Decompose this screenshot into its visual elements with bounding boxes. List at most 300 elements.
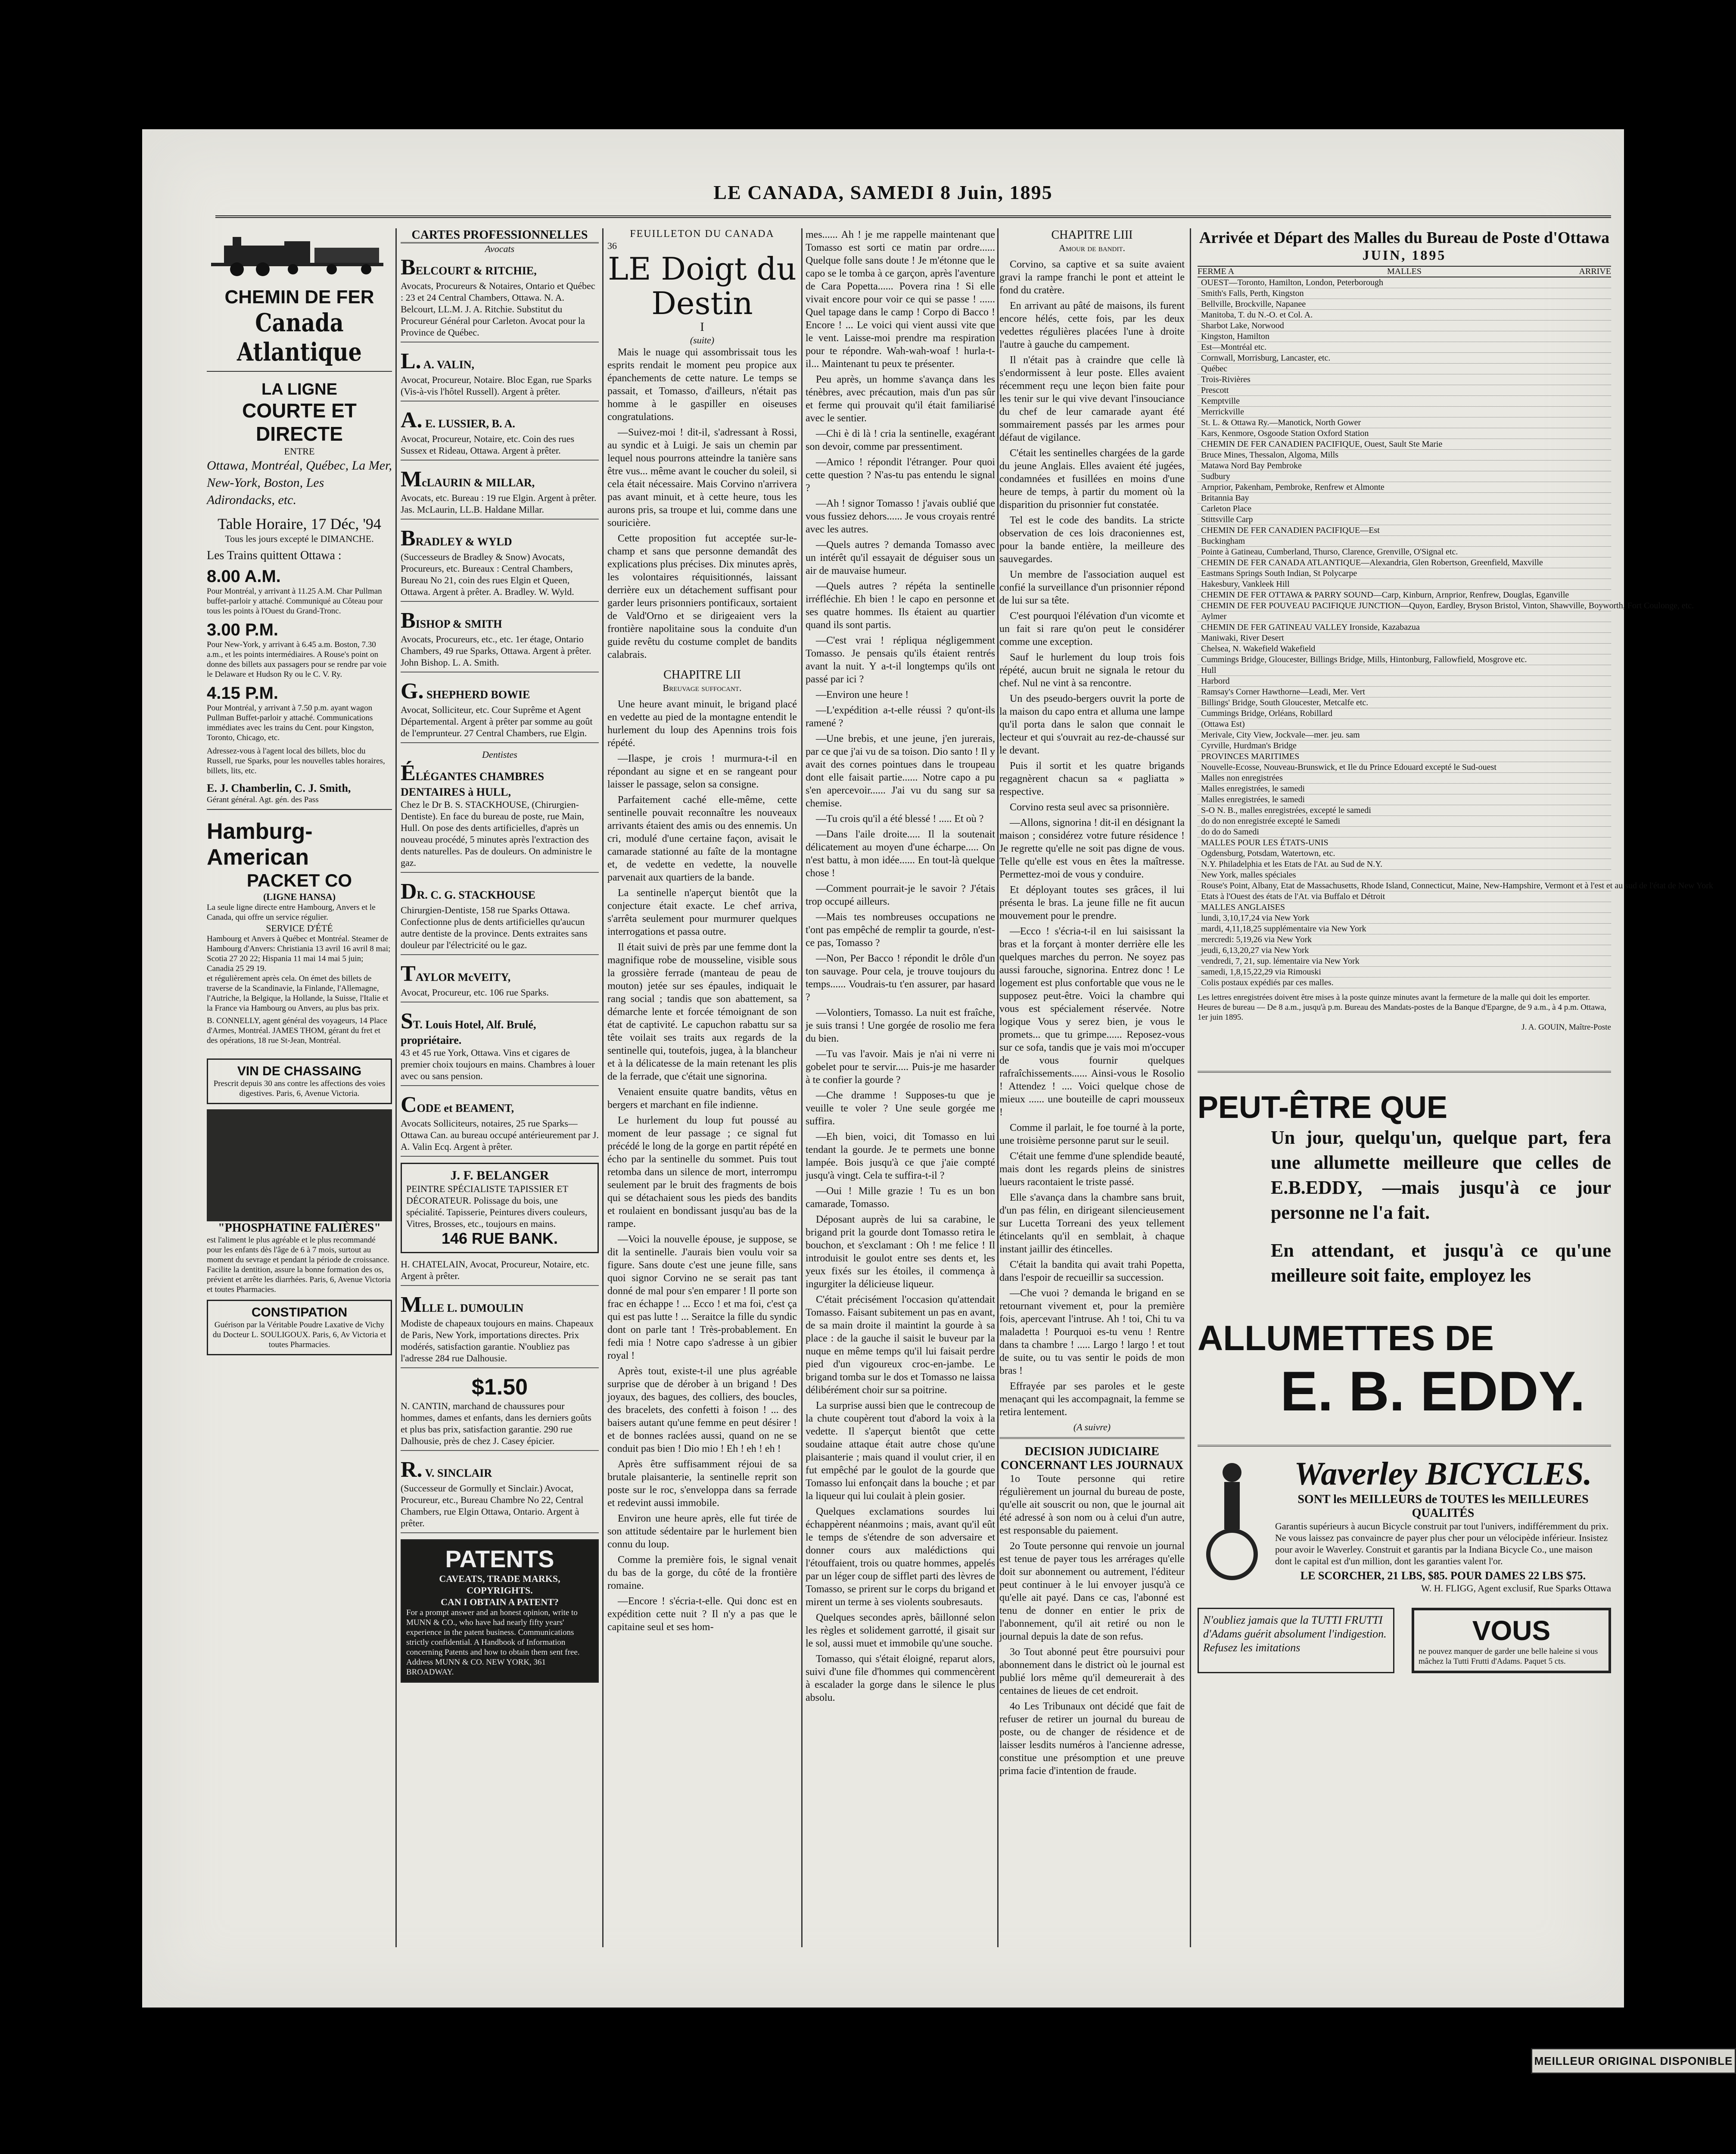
newspaper-page (142, 129, 1713, 2008)
mail-row-label: do do do Samedi (1201, 827, 1259, 837)
mail-row (1198, 288, 1611, 299)
mail-row-label: OUEST—Toronto, Hamilton, London, Peterborough (1201, 278, 1383, 287)
mail-row-label: Stittsville Carp (1201, 515, 1253, 524)
mail-row (1198, 374, 1611, 385)
mail-row (1198, 428, 1611, 439)
column-rule (395, 228, 397, 1947)
mail-row-label: Maniwaki, River Desert (1201, 633, 1284, 643)
paragraph: Cette proposition fut acceptée sur-le-champ et sans que personne demandât des explications plus précises. Dix minutes après, les volontaires réquisitionnés, laissant derrière eux un détachement suffisant pour garder leurs prisonniers pontificaux, sortaient de Vald'Orno et se dirigeaient vers la frontière napolitaine sous la conduite d'un guide revêtu du costume complet de bandits calabrais. (607, 533, 797, 660)
mail-row-label: CHEMIN DE FER CANADIEN PACIFIQUE—Est (1201, 526, 1380, 535)
waverley-ad (1198, 1445, 1611, 1594)
mail-row (1198, 450, 1611, 461)
mail-row (1198, 461, 1611, 471)
column-rule (997, 228, 999, 1947)
mail-row-label: Rouse's Point, Albany, Etat de Massachusetts, Rhode Island, Connecticut, Maine, New-Hampshire, Vermont et à l'est et au sud de l'état de New York (1201, 881, 1713, 890)
best-copy-stamp: MEILLEUR ORIGINAL DISPONIBLE (1531, 2048, 1736, 2074)
mail-row-label: Manitoba, T. du N.-O. et Col. A. (1201, 310, 1313, 320)
mail-row (1198, 504, 1611, 514)
mail-row-label: Ogdensburg, Potsdam, Watertown, etc. (1201, 849, 1335, 858)
mail-row (1198, 870, 1611, 881)
column-professional-cards (401, 228, 599, 1947)
chapter-sub: Amour de bandit. (1058, 243, 1126, 253)
paragraph: Il était suivi de près par une femme dont la magnifique robe de mousseline, visible sous la grossière ferrade (manteau de peau de mouton) jetée sur ses épaules, indiquait le rang social ; tandis que son abattement, sa démarche lente et forcée témoignant de son état de captivité. Le capuchon rabattu sur sa tête voilait ses traits aux regards de la sentinelle qui, toutefois, jugea, à la blancheur et à la délicatesse de la main retenant les plis de la ferrade, que c'était une signorina. (607, 942, 797, 1082)
eddy-brand-1: ALLUMETTES DE (1198, 1319, 1494, 1358)
signers: E. J. Chamberlin, C. J. Smith, (207, 782, 351, 794)
mail-row-label: Québec (1201, 364, 1228, 374)
mail-row (1198, 396, 1611, 407)
chapter-heading: CHAPITRE LIII (1051, 228, 1133, 242)
card-dent-hull: ÉLÉGANTES CHAMBRES DENTAIRES à HULL, Chez le Dr B. S. STACKHOUSE, (Chirurgien-Dentiste). En face du bureau de poste, rue Main, Hull. On pose des dents artificielles, d'après un nouveau procédé, 5 minutes après l'extraction des dents naturelles. Pas de douleurs. On administre le gaz. (401, 760, 599, 873)
train-time-1: 8.00 A.M. (207, 567, 281, 586)
mail-row-label: Bruce Mines, Thessalon, Algoma, Mills (1201, 450, 1339, 460)
mail-row (1198, 557, 1611, 568)
mail-row (1198, 482, 1611, 493)
masthead-title: LE CANADA, SAMEDI 8 Juin, 1895 (713, 181, 1053, 203)
mail-row-label: Kingston, Hamilton (1201, 332, 1269, 341)
eddy-ad-p2: En attendant, et jusqu'à ce qu'une meilleure soit faite, employez les (1271, 1240, 1611, 1286)
mail-row-label: Aylmer (1201, 612, 1227, 621)
mail-row-label: Matawa Nord Bay Pembroke (1201, 461, 1302, 470)
waverley-tag: SONT les MEILLEURS de TOUTES les MEILLEURES QUALITÉS (1297, 1493, 1589, 1520)
phos-desc: est l'aliment le plus agréable et le plus recommandé pour les enfants dès l'âge de 6 à 7 mois, surtout au moment du sevrage et pendant la période de croissance. Facilite la dentition, assure la bonne formation des os, prévient et arrête les diarrhées. Paris, 6, Avenue Victoria et toutes Pharmacies. (207, 1236, 391, 1294)
cyclist-icon (1198, 1455, 1266, 1584)
paragraph: Le hurlement du loup fut poussé au moment de leur passage ; ce signal fut précédé le long de la gorge en partit répété en écho par la sentinelle du sommet. Puis tout retomba dans un silence de mort, interrompu seulement par le bruit des fragments de bois qui se détachaient sous les pieds des bandits et roulaient en bondissant jusqu'au bas de la rampe. (607, 1115, 797, 1230)
mail-row-label: Malles non enregistrées (1201, 773, 1283, 783)
card-sinclair: R. V. SINCLAIR (Successeur de Gormully et Sinclair.) Avocat, Procureur, etc., Bureau Chambre No 22, Central Chambers, rue Elgin Ottawa, Ontario. Argent à prêter. (401, 1457, 599, 1533)
mail-row (1198, 536, 1611, 547)
dentistes-heading: Dentistes (482, 749, 517, 760)
mail-row (1198, 719, 1611, 730)
mail-row (1198, 902, 1611, 913)
paragraph: Il n'était pas à craindre que celle là s'endormissent à leur poste. Elles avaient récemment reçu une leçon bien faite pour les tenir sur le qui vive devant l'insouciance du chef de leur camarade ayant été sommairement passés par les armes pour défaut de vigilance. (999, 355, 1185, 443)
mail-row-label: Sudbury (1201, 472, 1230, 481)
paragraph: 4o Les Tribunaux ont décidé que fait de refuser de retirer un journal du bureau de poste, ou de changer de résidence et de laisser lesdits numéros à l'ancienne adresse, constitue une présomption et une preuve prima facie d'intention de fraude. (999, 1701, 1185, 1777)
mail-row-label: Ramsay's Corner Hawthorne—Leadi, Mer. Vert (1201, 687, 1365, 697)
phosphatine-illustration (207, 1109, 392, 1221)
mail-row (1198, 891, 1611, 902)
mail-row-label: Billings' Bridge, South Gloucester, Metcalfe etc. (1201, 698, 1369, 707)
card-bishop: BISHOP & SMITH Avocats, Procureurs, etc., etc. 1er étage, Ontario Chambers, 49 rue Sparks, Ottawa. Argent à prêter. John Bishop. L. A. Smith. (401, 608, 599, 672)
to-be-continued: (A suivre) (1073, 1422, 1111, 1432)
belanger-ad: J. F. BELANGER PEINTRE SPÉCIALISTE TAPISSIER ET DÉCORATEUR. Polissage du bois, une spécialité. Tapisserie, Peintures divers couleurs, Vitres, Brosses, etc., toujours en mains. 146 RUE BANK. (401, 1163, 599, 1253)
mail-row (1198, 773, 1611, 784)
mail-row (1198, 762, 1611, 773)
mail-row (1198, 514, 1611, 525)
vin-desc: Prescrit depuis 30 ans contre les affections des voies digestives. Paris, 6, Avenue Victoria. (213, 1079, 386, 1098)
paragraph: mes...... Ah ! je me rappelle maintenant que Tomasso est sorti ce matin par ordre...... Quelque folle sans doute ! Je m'étonne que le capo se le tomba à ce garçon, après l'aventure de Cara Popetta...... Povera rina ! Si elle vivait encore pour voir ce qui se passe ! ...... Quel tapage dans le camp ! Corpo di Bacco ! Encore ! ... Le voici qui vient aussi vite que le vent. Laisse-moi prendre ma respiration pour te répondre. Wah-wah-woaf ! hurla-t-il... Maintenant tu peux te présenter. (806, 229, 995, 370)
paragraph: 1o Toute personne qui retire régulièrement un journal du bureau de poste, qu'elle ait souscrit ou non, que le journal ait été adressé à son nom ou à celui d'un autre, est responsable du paiement. (999, 1473, 1185, 1536)
paragraph: C'était une femme d'une splendide beauté, mais dont les regards pleins de sinistres lueurs racontaient le triste passé. (999, 1151, 1185, 1188)
mail-row-label: do do non enregistrée excepté le Samedi (1201, 816, 1341, 826)
paragraph: —L'expédition a-t-elle réussi ? qu'ont-ils ramené ? (806, 705, 995, 729)
mail-row-label: Prescott (1201, 386, 1229, 395)
vin-title: VIN DE CHASSAING (237, 1064, 362, 1078)
line-label: LA LIGNE (261, 380, 337, 398)
train-desc-3: Pour Montréal, y arrivant à 7.50 p.m. ayant wagon Pullman Buffet-parloir y attaché. Communications immédiates avec les trains du Cent. pour Kingston, Toronto, Chicago, etc. (207, 703, 374, 742)
const-title: CONSTIPATION (251, 1305, 348, 1320)
mail-row-label: Nouvelle-Ecosse, Nouveau-Brunswick, et Ile du Prince Edouard excepté le Sud-ouest (1201, 763, 1496, 772)
mail-row (1198, 633, 1611, 644)
eddy-ad-p1: Un jour, quelqu'un, quelque part, fera une allumette meilleure que celles de E.B.EDDY, —mais jusqu'à ce jour personne ne l'a fait. (1271, 1127, 1611, 1223)
mail-row (1198, 407, 1611, 417)
feuilleton-heading: FEUILLETON DU CANADA (630, 228, 775, 240)
mail-row (1198, 439, 1611, 450)
paragraph: —Ah ! signor Tomasso ! j'avais oublié que vous fussiez dehors...... Je vous croyais rentré avec les autres. (806, 498, 995, 535)
card-stackhouse: DR. C. G. STACKHOUSE Chirurgien-Dentiste, 158 rue Sparks Ottawa. Confectionne plus de dents artificielles qu'aucun autre dentiste de la province. Dents extraites sans douleur par l'électricité ou le gaz. (401, 879, 599, 955)
hamburg-more: et régulièrement après cela. On émet des billets de traverse de la Scandinavie, la Finlande, l'Allemagne, l'Autriche, la Belgique, la Hollande, la Suisse, l'Italie et la France via Hambourg ou Anvers, au plus bas prix. (207, 974, 389, 1013)
avocats-heading: Avocats (485, 243, 515, 254)
mail-row (1198, 417, 1611, 428)
rail-name: Canada Atlantique (237, 308, 362, 367)
paragraph: Peu après, un homme s'avança dans les ténèbres, avec précaution, mais d'un pas sûr et ferme qui prouvait qu'il était familiarisé avec le sentier. (806, 374, 995, 424)
mail-row (1198, 342, 1611, 353)
waverley-desc: Garantis supérieurs à aucun Bicycle construit par tout l'univers, indifféremment du prix. Ne vous laissez pas convaincre de payer plus cher pour un vélocipède inférieur. Insistez pour avoir le Waverley. Construit et garantis par la Indiana Bicycle Co., une maison dont le capital est d'un million, dont les garanties valent l'or. (1275, 1521, 1608, 1566)
paragraph: —Che dramme ! Supposes-tu que je veuille te voler ? Une seule gorgée me suffira. (806, 1090, 995, 1127)
paragraph: —Allons, signorina ! dit-il en désignant la maison ; considérez votre future résidence ! Je regrette qu'elle ne soit pas digne de vous. Telle qu'elle est vous en êtes la maîtresse. Permettez-moi de vous y conduire. (999, 817, 1185, 880)
mail-row (1198, 622, 1611, 633)
train-time-3: 4.15 P.M. (207, 684, 279, 703)
episode-number: 36 (607, 240, 617, 251)
paragraph: Un des pseudo-bergers ouvrit la porte de la maison du capo entra et alluma une lampe qu'il porta dans le salon que connait le lecteur et qui s'ouvrait au rez-de-chaussé sur le devant. (999, 693, 1185, 756)
mail-row-label: Sharbot Lake, Norwood (1201, 321, 1284, 330)
mail-row (1198, 277, 1611, 288)
paragraph: —Suivez-moi ! dit-il, s'adressant à Rossi, au syndic et à Luigi. Je sais un chemin par lequel nous pourrons atteindre la tanière sans être vus... même avant le coucher du soleil, si cela était nécessaire. Mais Corvino n'arrivera pas avant minuit, et à cette heure, tous les aurons pris, sa troupe et lui, comme dans une souricière. (607, 427, 797, 529)
mail-row (1198, 687, 1611, 697)
mail-row (1198, 837, 1611, 848)
story-suite: (suite) (690, 335, 715, 346)
mail-row-label: Smith's Falls, Perth, Kingston (1201, 289, 1304, 298)
mail-row (1198, 579, 1611, 590)
mail-row (1198, 353, 1611, 364)
column-rule (602, 228, 604, 1947)
train-desc-1: Pour Montréal, y arrivant à 11.25 A.M. Char Pullman buffet-parloir y attaché. Communiqué au Côteau pour tous les points à l'Ouest du Grand-Tronc. (207, 587, 383, 616)
mail-row (1198, 708, 1611, 719)
paragraph: —Amico ! répondit l'étranger. Pour quoi cette question ? N'as-tu pas entendu le signal ? (806, 457, 995, 494)
train-desc-2: Pour New-York, y arrivant à 6.45 a.m. Boston, 7.30 a.m., et les points intermédiaires. A Rouse's point on donne des billets aux passagers pour se rendre par voie le Delaware et Hudson Ry ou le C. V. Ry. (207, 640, 387, 679)
waverley-title: Waverley BICYCLES. (1294, 1456, 1592, 1492)
paragraph: —Ilaspe, je crois ! murmura-t-il en répondant au signe et en se rangeant pour laisser le passage, selon sa consigne. (607, 753, 797, 790)
mail-row (1198, 654, 1611, 665)
paragraph: Comme il parlait, le foe tourné à la porte, une troisième personne parut sur le seuil. (999, 1122, 1185, 1146)
column-story-continued (806, 228, 995, 1947)
hamburg-desc: La seule ligne directe entre Hambourg, Anvers et le Canada, qui offre un service régulier. (207, 903, 376, 922)
paragraph: Corvino, sa captive et sa suite avaient gravi la rampe franchi le pont et atteint le fond du cratère. (999, 259, 1185, 296)
chapter-sub: Breuvage suffocant. (663, 682, 742, 693)
mail-row-label: samedi, 1,8,15,22,29 via Rimouski (1201, 967, 1321, 977)
mail-row-label: N.Y. Philadelphia et les Etats de l'At. au Sud de N.Y. (1201, 859, 1383, 869)
mail-row-label: Eastmans Springs South Indian, St Polycarpe (1201, 569, 1357, 578)
mail-row-label: Buckingham (1201, 536, 1245, 546)
paragraph: —Comment pourrait-je le savoir ? J'étais trop occupé ailleurs. (806, 883, 995, 907)
train-time-2: 3.00 P.M. (207, 620, 279, 639)
constipation-ad (207, 1300, 392, 1355)
mail-row-label: Merrickville (1201, 407, 1244, 417)
tutti-frutti-ads (1198, 1603, 1611, 1678)
card-chatelain: H. CHATELAIN, Avocat, Procureur, Notaire, etc. Argent à prêter. (401, 1258, 599, 1286)
paragraph: —Eh bien, voici, dit Tomasso en lui tendant la gourde. Je te permets une bonne lampée. Bois jusqu'à ce que j'aie compté jusqu'à vingt. Cela te suffira-t-il ? (806, 1131, 995, 1181)
paragraph: Elle s'avança dans la chambre sans bruit, d'un pas félin, en dirigeant silencieusement sur Lucetta Torreani des yeux tellement étincelants qu'il en semblait, à chaque instant jaillir des étincelles. (999, 1192, 1185, 1255)
mail-row-label: Est—Montréal etc. (1201, 342, 1267, 352)
paragraph: —Tu crois qu'il a été blessé ! ..... Et où ? (816, 813, 984, 825)
mail-row-label: mercredi: 5,19,26 via New York (1201, 935, 1312, 944)
paragraph: C'était la bandita qui avait trahi Popetta, dans l'espoir de recueillir sa succession. (999, 1259, 1185, 1283)
mail-row-label: Chelsea, N. Wakefield Wakefield (1201, 644, 1316, 654)
mail-row-label: CHEMIN DE FER POUVEAU PACIFIQUE JUNCTION—Quyon, Eardley, Bryson Bristol, Vinton, Shawville, Boyworth, Fort Coulonge, etc. (1201, 601, 1694, 610)
paragraph: —Ecco ! s'écria-t-il en lui saisissant la bras et la forçant à monter derrière elle les quelques marches du perron. Ne soyez pas aussi farouche, signorina. Entrez donc ! Le logement est plus confortable que vous ne le supposez peut-être. Voici la chambre qui vous est spécialement réservée. Notre logique Vous y serez bien, je vous le promets... que tu grimpe...... Reposez-vous sur ce sofa, tandis que je vais moi m'occuper de vous fournir quelques rafraîchissements...... Ainsi-vous le Rosolio ! Attendez ! .... Voici quelque chose de mieux ...... une bouteille de capri mousseux ! (999, 926, 1185, 1118)
mail-row (1198, 977, 1611, 988)
mail-row (1198, 665, 1611, 676)
paragraph: —Voici la nouvelle épouse, je suppose, se dit la sentinelle. J'aurais bien voulu voir sa figure. Sans doute c'est une jeune fille, sans quoi signor Corvino ne se serait pas tant donné de mal pour s'en emparer ! Il porte son frac en échappe ! ... Ecco ! et ma foi, c'est ça qui est pas lutte ! ... Seraitce la fille du syndic dont on parle tant ! Très-probablement. En fedi mia ! Notre capo s'adresse à un gibier royal ! (607, 1234, 797, 1361)
paragraph: Puis il sortit et les quatre brigands regagnèrent chacun sa « pagliatta » respective. (999, 760, 1185, 797)
mail-row-label: MALLES POUR LES ÉTATS-UNIS (1201, 838, 1328, 847)
mail-row (1198, 794, 1611, 805)
mail-row (1198, 471, 1611, 482)
patents-ad: PATENTS CAVEATS, TRADE MARKS, COPYRIGHTS. CAN I OBTAIN A PATENT? For a prompt answer and an honest opinion, write to MUNN & CO., who have had nearly fifty years' experience in the patent business. Communications strictly confidential. A Handbook of Information concerning Patents and how to obtain them sent free. Address MUNN & CO. NEW YORK, 361 BROADWAY. (401, 1539, 599, 1683)
ligne-hansa: (LIGNE HANSA) (263, 891, 336, 902)
mail-row-label: Malles enregistrées, le samedi (1201, 784, 1305, 794)
paragraph: —Environ une heure ! (816, 689, 909, 700)
card-bradley: BRADLEY & WYLD (Successeurs de Bradley & Snow) Avocats, Procureurs, etc. Bureaux : Central Chambers, Bureau No 21, coin des rues Elgin et Queen, Ottawa. Argent à prêter. A. Bradley. W. Wyld. (401, 526, 599, 602)
paragraph: Déposant auprès de lui sa carabine, le brigand prit la gourde dont Tomasso retira le bouchon, et s'exclamant : Oh ! me felice ! Il introduisit le goulot entre ses dents et, les yeux fixés sur les étoiles, il commença à ingurgiter la délicieuse liqueur. (806, 1214, 995, 1290)
paragraph: —Chi è di là ! cria la sentinelle, exagérant son devoir, comme par pressentiment. (806, 428, 995, 452)
mail-row-label: CHEMIN DE FER CANADA ATLANTIQUE—Alexandria, Glen Robertson, Greenfield, Maxville (1201, 558, 1543, 567)
mail-row (1198, 547, 1611, 557)
paragraph: —Mais tes nombreuses occupations ne t'ont pas empêché de remplir ta gourde, n'est-ce pas, Tomasso ? (806, 912, 995, 949)
packet-title: PACKET CO (246, 870, 352, 890)
vous-ad: VOUS ne pouvez manquer de garder une belle haleine si vous mâchez la Tutti Frutti d'Adams. Paquet 5 cts. (1412, 1608, 1611, 1673)
paragraph: 3o Tout abonné peut être poursuivi pour abonnement dans le district où le journal est publié lors même qu'il demeurerait à des centaines de lieues de cet endroit. (999, 1647, 1185, 1696)
mail-row (1198, 730, 1611, 741)
rail-title: CHEMIN DE FER (224, 286, 374, 308)
masthead-rule (215, 215, 1611, 218)
price-label: $1.50 (471, 1375, 528, 1400)
mail-row (1198, 590, 1611, 601)
paragraph: Parfaitement caché elle-même, cette sentinelle pouvait reconnaître les nouveaux arrivants étaient des amis ou des ennemis. Un cri, modulé d'une certaine façon, avisait le camarade stationné au faîte de la montagne et, de vedette en vedette, la nouvelle parvenait aux quartiers de la bande. (607, 794, 797, 883)
paragraph: Venaient ensuite quatre bandits, vêtus en bergers et marchant en file indienne. (607, 1086, 797, 1111)
eddy-ad (1198, 1071, 1611, 1423)
mail-row-label: Trois-Rivières (1201, 375, 1251, 384)
paragraph: C'était précisément l'occasion qu'attendait Tomasso. Faisant subitement un pas en avant, de sa main droite il maintint la gourde à sa place : de la gauche il saisit le buveur par la nuque en même temps qu'il lui faisait perdre pied d'un vigoureux croc-en-jambe. Le brigand tomba sur le dos et Tomasso ne laissa délibérément choir sur sa poitrine. (806, 1294, 995, 1396)
mail-row-label: Etats à l'Ouest des états de l'At. via Buffalo et Détroit (1201, 892, 1385, 901)
mail-row-label: MALLES ANGLAISES (1201, 903, 1285, 912)
paragraph: —Non, Per Bacco ! répondit le drôle d'un ton sauvage. Pour cela, je trouve toujours du temps...... Voudrais-tu t'en assurer, par hasard ? (806, 953, 995, 1003)
paragraph: —Volontiers, Tomasso. La nuit est fraîche, je suis transi ! Une gorgée de rosolio me fera du bien. (806, 1007, 995, 1044)
paragraph: La sentinelle n'aperçut bientôt que la conjecture était exacte. Le chef arriva, s'arrêta seulement pour murmurer quelques interrogations et passa outre. (607, 887, 797, 937)
mail-row (1198, 924, 1611, 934)
mail-row-label: vendredi, 7, 21, sup. lémentaire via New York (1201, 956, 1360, 966)
mail-row-label: S-O N. B., malles enregistrées, excepté le samedi (1201, 806, 1371, 815)
locomotive-icon (207, 233, 388, 280)
paragraph: Quelques secondes après, bâillonné selon les règles et solidement garrotté, il gisait sur le sol, aussi muet et immobile qu'une souche. (806, 1612, 995, 1649)
mail-row-label: CHEMIN DE FER GATINEAU VALLEY Ironside, Kazabazua (1201, 623, 1420, 632)
eddy-ad-title: PEUT-ÊTRE QUE (1198, 1090, 1448, 1125)
paragraph: —Encore ! s'écria-t-elle. Qui donc est en expédition cette nuit ? Il n'y a pas que le capitaine seul et ses hom- (607, 1596, 797, 1633)
mail-row (1198, 321, 1611, 331)
mail-row (1198, 751, 1611, 762)
mail-row-label: Colis postaux expédiés par ces malles. (1201, 978, 1334, 987)
mail-row-label: CHEMIN DE FER CANADIEN PACIFIQUE, Ouest, Sault Ste Marie (1201, 439, 1443, 449)
mail-row (1198, 967, 1611, 977)
mail-row (1198, 913, 1611, 924)
mail-row (1198, 848, 1611, 859)
mail-row (1198, 741, 1611, 751)
tutti-ad: N'oubliez jamais que la TUTTI FRUTTI d'Adams guérit absolument l'indigestion. Refusez les imitations (1198, 1608, 1394, 1673)
paragraph: C'était les sentinelles chargées de la garde du jeune Anglais. Elles avaient été jugées, condamnées et fusillées en moins d'une heure de temps, à partir du moment où la disparition du prisonnier fut constatée. (999, 448, 1185, 510)
mail-row (1198, 945, 1611, 956)
decision-heading: DECISION JUDICIAIRE CONCERNANT LES JOURNAUX (1000, 1445, 1184, 1472)
mail-row-label: Hakesbury, Vankleek Hill (1201, 579, 1290, 589)
mail-row (1198, 493, 1611, 504)
mail-row-label: Harbord (1201, 676, 1230, 686)
card-dumoulin: MLLE L. DUMOULIN Modiste de chapeaux toujours en mains. Chapeaux de Paris, New York, importations directes. Prix modérés, satisfaction garantie. N'oubliez pas l'adresse 284 rue Dalhousie. (401, 1292, 599, 1368)
column-story-chapter-53 (999, 228, 1185, 1947)
mail-row-label: mardi, 4,11,18,25 supplémentaire via New York (1201, 924, 1366, 934)
train-note: Adressez-vous à l'agent local des billets, bloc du Russell, rue Sparks, pour les nouvelles tables horaires, billets, lits, etc. (207, 747, 385, 775)
mail-note: Les lettres enregistrées doivent être mises à la poste quinze minutes avant la fermeture de la malle qui doit les emporter. Heures de bureau — De 8 a.m., jusqu'à p.m. Bureau des Mandats-postes de la Banque d'Epargne, de 9 a.m., à 4 p.m. Ottawa, 1er juin 1895. (1198, 993, 1606, 1022)
story-part: I (700, 321, 704, 334)
mail-row (1198, 364, 1611, 374)
paragraph: —Oui ! Mille grazie ! Tu es un bon camarade, Tomasso. (806, 1186, 995, 1210)
mail-row-label: Malles enregistrées, le samedi (1201, 795, 1305, 804)
column-feuilleton (607, 228, 797, 1947)
mail-date: JUIN, 1895 (1362, 247, 1447, 263)
mail-row-label: New York, malles spéciales (1201, 870, 1296, 880)
hamburg-title: Hamburg-American (207, 819, 313, 870)
service-desc: Hambourg et Anvers à Québec et Montréal. Steamer de Hambourg d'Anvers: Christiania 13 avril 16 avril 8 mai; Scotia 27 20 22; Hispania 11 mai 14 mai 5 juin; Canadia 25 29 19. (207, 934, 391, 973)
mail-row (1198, 676, 1611, 687)
mail-row (1198, 385, 1611, 396)
card-belcourt: BELCOURT & RITCHIE, Avocats, Procureurs & Notaires, Ontario et Québec : 23 et 24 Central Chambers, Ottawa. N. A. Belcourt, LL.M. J. A. Ritchie. Substitut du Procureur Général pour Carleton. Avocat pour la Province de Québec. (401, 255, 599, 342)
card-bowie: G. SHEPHERD BOWIE Avocat, Solliciteur, etc. Cour Suprême et Agent Départemental. Argent à prêter par somme au goût de l'emprunteur. 27 Central Chambers, rue Elgin. (401, 679, 599, 743)
mail-row (1198, 310, 1611, 321)
signers-roles: Gérant général. Agt. gén. des Pass (207, 795, 319, 804)
mail-row (1198, 956, 1611, 967)
mail-row-label: Kars, Kenmore, Osgoode Station Oxford Station (1201, 429, 1369, 438)
mail-row-label: Cummings Bridge, Orléans, Robillard (1201, 709, 1332, 718)
paragraph: —C'est vrai ! répliqua négligemment Tomasso. Je pensais qu'ils étaient rentrés avant la nuit. Y a-t-il longtemps qu'ils ont passé par ici ? (806, 635, 995, 685)
postmaster: J. A. GOUIN, Maître-Poste (1521, 1023, 1611, 1032)
paragraph: —Dans l'aile droite..... Il la soutenait délicatement au moyen d'une écharpe..... On n'est battu, à mon idée...... En tout-là quelque chose ! (806, 829, 995, 879)
mail-row-label: Cyrville, Hurdman's Bridge (1201, 741, 1297, 750)
paragraph: —Quels autres ? répéta la sentinelle irréfléchie. Eh bien ! le capo en personne et ses quatre hommes. Ils étaient au quartier quand ils sont partis. (806, 581, 995, 631)
paragraph: Une heure avant minuit, le brigand placé en vedette au pied de la montagne entendit le hurlement du loup des Apennins trois fois répété. (607, 699, 797, 749)
paragraph: Sauf le hurlement du loup trois fois répété, aucun bruit ne signala le retour du chef. Nul ne vint à sa rencontre. (999, 652, 1185, 689)
mail-row-label: (Ottawa Est) (1201, 719, 1245, 729)
phos-title: "PHOSPHATINE FALIÈRES" (218, 1221, 381, 1235)
between-label: ENTRE (284, 446, 315, 457)
waverley-agent: W. H. FLIGG, Agent exclusif, Rue Sparks Ottawa (1421, 1583, 1611, 1594)
story-title: LE Doigt du Destin (608, 251, 796, 321)
paragraph: —Tu vas l'avoir. Mais je n'ai ni verre ni gobelet pour te servir..... Puis-je me hasarder à te confier la gourde ? (806, 1049, 995, 1086)
paragraph: Corvino resta seul avec sa prisonnière. (1010, 802, 1170, 813)
mail-table (1198, 277, 1713, 988)
paragraph: Comme la première fois, le signal venait du bas de la gorge, du côté de la frontière romaine. (607, 1554, 797, 1591)
mail-row-label: CHEMIN DE FER OTTAWA & PARRY SOUND—Carp, Kinburn, Arnprior, Renfrew, Douglas, Eganville (1201, 590, 1569, 600)
mail-row (1198, 816, 1611, 827)
mail-row (1198, 859, 1611, 870)
paragraph: Après tout, existe-t-il une plus agréable surprise que de dérober à un brigand ! Des joyaux, des bagues, des colliers, des boucles, des bracelets, des confetti à foison ! ... des baisers autant qu'une femme en peut désirer ! et de bonnes raclées aussi, quand on ne se conduit pas bien ! Dio mio ! Eh ! eh ! eh ! (607, 1366, 797, 1454)
card-mclaurin: McLAURIN & MILLAR, Avocats, etc. Bureau : 19 rue Elgin. Argent à prêter. Jas. McLaurin, LL.B. Haldane Millar. (401, 467, 599, 520)
paragraph: En arrivant au pâté de maisons, ils furent encore hélés, cette fois, par les deux vedettes régulières placées l'une à droite l'autre à gauche du campement. (999, 300, 1185, 350)
mail-row-label: Bellville, Brockville, Napanee (1201, 299, 1306, 309)
column-rule (801, 228, 803, 1947)
card-valin: L. A. VALIN, Avocat, Procureur, Notaire. Bloc Egan, rue Sparks (Vis-à-vis l'hôtel Russell). Argent à prêter. (401, 349, 599, 402)
card-code-beament: CODE et BEAMENT, Avocats Solliciteurs, notaires, 25 rue Sparks—Ottawa Can. au bureau occupé antérieurement par J. A. Valin Ecq. Argent à prêter. (401, 1092, 599, 1157)
column-ads-left (207, 228, 392, 1947)
mail-row-label: St. L. & Ottawa Ry.—Manotick, North Gower (1201, 418, 1361, 427)
paragraph: —Quels autres ? demanda Tomasso avec un intérêt qu'il essayait de déguiser sous un air de mauvaise humeur. (806, 539, 995, 576)
mail-row (1198, 934, 1611, 945)
paragraph: Après être suffisamment réjoui de sa brutale plaisanterie, la sentinelle reprit son poste sur le roc, s'enveloppa dans sa ferrade et redevint aussi immobile. (607, 1459, 797, 1509)
schedule-title: Table Horaire, 17 Déc, '94 (218, 515, 381, 532)
mail-row-label: Arnprior, Pakenham, Pembroke, Renfrew et Almonte (1201, 482, 1384, 492)
cards-heading: CARTES PROFESSIONNELLES (401, 228, 599, 243)
mail-row-label: Merivale, City View, Jockvale—mer. jeu. sam (1201, 730, 1360, 740)
card-st-louis-hotel: ST. Louis Hotel, Alf. Brulé, propriétaire. 43 et 45 rue York, Ottawa. Vins et cigares de premier choix toujours en mains. Chambres à louer avec ou sans pension. (401, 1009, 599, 1086)
paragraph: Quelques exclamations sourdes lui échappèrent néanmoins ; mais, avant qu'il eût le temps de s'étendre de son adversaire et donner cours aux malédictions qui l'étouffaient, trois ou quatre hommes, appelés par un léger coup de sifflet parti des lèvres de Tomasso, se prirent sur le corps du brigand et mirent un terme à ses violents soubresauts. (806, 1506, 995, 1608)
paragraph: La surprise aussi bien que le contrecoup de la chute coupèrent tout d'abord la voix à la vedette. Il s'aperçut bientôt que cette soudaine attaque était autre chose qu'une plaisanterie ; mais quand il voulut crier, il en fut empêché par le goulot de la gourde que Tomasso lui enfonçait dans la bouche ; et par la liqueur qui lui coulait à plein gosier. (806, 1400, 995, 1502)
const-desc: Guérison par la Véritable Poudre Laxative de Vichy du Docteur L. SOULIGOUX. Paris, 6, Av Victoria et toutes Pharmacies. (212, 1320, 386, 1349)
mail-row (1198, 881, 1713, 891)
waverley-price: LE SCORCHER, 21 LBS, $85. POUR DAMES 22 LBS $75. (1300, 1569, 1586, 1582)
paragraph: Et déployant toutes ses grâces, il lui présenta le bras. La jeune fille ne fit aucun mouvement pour le prendre. (999, 884, 1185, 921)
mail-row (1198, 331, 1611, 342)
eddy-brand-2: E. B. EDDY. (1280, 1360, 1585, 1423)
paragraph: Un membre de l'association auquel est confié la surveillance d'un prisonnier répond de lui sur sa tête. (999, 569, 1185, 606)
schedule-note: Tous les jours excepté le DIMANCHE. (225, 533, 374, 544)
hamburg-agents: B. CONNELLY, agent général des voyageurs, 14 Place d'Armes, Montréal. JAMES THOM, gérant du fret et des opérations, 18 rue St-Jean, Montréal. (207, 1016, 387, 1045)
cities-list: Ottawa, Montréal, Québec, La Mer, New-York, Boston, Les Adirondacks, etc. (207, 458, 392, 507)
paragraph: Tomasso, qui s'était éloigné, reparut alors, suivi d'une file d'hommes qui commencèrent à escalader la gorge dans le silence le plus absolu. (806, 1653, 995, 1703)
mail-title: Arrivée et Départ des Malles du Bureau de Poste d'Ottawa (1199, 229, 1610, 247)
trains-leave: Les Trains quittent Ottawa : (207, 549, 342, 562)
mail-row (1198, 299, 1611, 310)
paragraph: C'est pourquoi l'élévation d'un vicomte et un fait si rare qu'on peut le considérer comme une exception. (999, 610, 1185, 647)
chapter-heading: CHAPITRE LII (663, 668, 741, 682)
mail-row (1198, 568, 1611, 579)
card-lussier: A. E. LUSSIER, B. A. Avocat, Procureur, Notaire, etc. Coin des rues Sussex et Rideau, Ottawa. Argent à prêter. (401, 408, 599, 461)
mail-row-label: Hull (1201, 666, 1216, 675)
mail-row-label: lundi, 3,10,17,24 via New York (1201, 913, 1310, 923)
paragraph: Effrayée par ses paroles et le geste menaçant qui les accompagnait, la femme se retira lentement. (999, 1381, 1185, 1418)
paragraph: Tel est le code des bandits. La stricte observation de ces lois draconiennes est, pour la bande entière, la meilleure des sauvegardes. (999, 515, 1185, 565)
mail-row (1198, 601, 1694, 611)
vin-ad (207, 1058, 392, 1104)
column-mail-and-ads (1198, 228, 1713, 1947)
card-mcveity: TAYLOR McVEITY, Avocat, Procureur, etc. 106 rue Sparks. (401, 961, 599, 1002)
mail-row-label: Cummings Bridge, Gloucester, Billings Bridge, Mills, Hintonburg, Fallowfield, Mosgrove etc. (1201, 655, 1527, 664)
mail-row (1198, 644, 1611, 654)
mail-row (1198, 784, 1611, 794)
paragraph: —Che vuoi ? demanda le brigand en se retournant vivement et, pour la première fois, apercevant l'intruse. Ah ! toi, Chi tu va maladetta ! Pourquoi es-tu venu ! Rentre dans ta chambre ! ..... Largo ! largo ! et tout de suite, ou tu vas sentir le poids de mon bras ! (999, 1288, 1185, 1376)
mail-row-label: jeudi, 6,13,20,27 via New York (1201, 946, 1309, 955)
line-desc: COURTE ET DIRECTE (242, 399, 357, 445)
mail-row-label: Pointe à Gatineau, Cumberland, Thurso, Clarence, Grenville, O'Signal etc. (1201, 547, 1458, 557)
card-cantin: N. CANTIN, marchand de chaussures pour hommes, dames et enfants, dans les derniers goûts et plus bas prix, satisfaction garantie. 290 rue Dalhousie, près de chez J. Casey épicier. (401, 1400, 599, 1451)
column-rule (1190, 228, 1191, 1947)
mail-row-label: PROVINCES MARITIMES (1201, 752, 1300, 761)
mail-row (1198, 805, 1611, 816)
paragraph: Environ une heure après, elle fut tirée de son attitude sédentaire par le hurlement bien connu du loup. (607, 1513, 797, 1550)
paragraph: —Une brebis, et une jeune, j'en jurerais, par ce que j'ai vu de sa toison. Dio santo ! Il y avait des cornes pointues dans le troupeau dont elle faisait partie...... Notre capo a pu s'en apercevoir...... J'ai vu du sang sur sa chemise. (806, 733, 995, 809)
paragraph: 2o Toute personne qui renvoie un journal est tenue de payer tous les arrérages qu'elle doit sur abonnement ou autrement, l'éditeur peut continuer à le lui envoyer jusqu'à ce qu'elle ait payé. Dans ce cas, l'abonné est tenu de donner en entier le prix de l'abonnement, qu'il ait retiré ou non le journal depuis la date de son refus. (999, 1541, 1185, 1642)
mail-row-label: Cornwall, Morrisburg, Lancaster, etc. (1201, 353, 1331, 363)
mail-table-header: FERME A MALLES ARRIVE (1198, 266, 1611, 277)
mail-row (1198, 697, 1611, 708)
mail-row (1198, 827, 1611, 837)
paragraph: Mais le nuage qui assombrissait tous les esprits rendait le moment peu propice aux épanchements de cette nature. Le temps se passait, et Tomasso, d'ailleurs, n'était pas homme à le gaspiller en oiseuses congratulations. (607, 347, 797, 423)
mail-row (1198, 525, 1611, 536)
